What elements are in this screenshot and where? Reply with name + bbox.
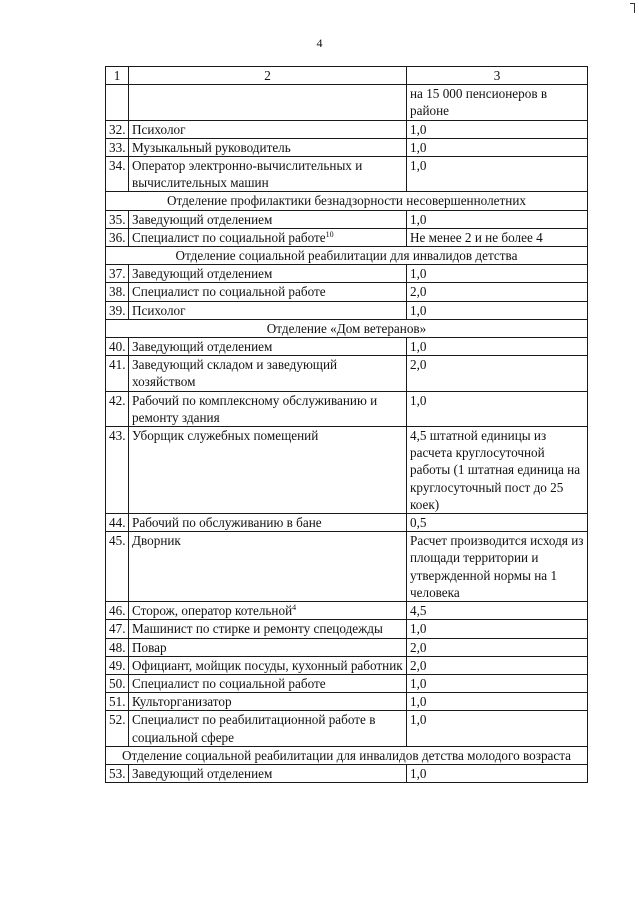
staff-units-value: 1,0 [407,620,588,638]
row-number: 48. [106,638,129,656]
table-row [106,157,588,192]
page-number: 4 [316,36,323,50]
position-name [129,120,407,138]
row-number: 46. [106,602,129,620]
position-name-text: Сторож, оператор котельной [132,603,293,619]
staff-units-value: 2,0 [407,356,588,391]
row-number: 37. [106,265,129,283]
row-number: 34. [106,157,129,192]
table-row [106,138,588,156]
position-name-text: Заведующий складом и заведующий хозяйством [132,357,338,390]
table-row [106,265,588,283]
staff-units-value: 2,0 [407,656,588,674]
position-name-text: Оператор электронно-вычислительных и вычислительных машин [132,158,363,191]
row-number: 40. [106,338,129,356]
position-name [129,532,407,602]
position-name [129,356,407,391]
table-body [106,67,588,783]
table-row [106,391,588,426]
position-name [129,674,407,692]
position-name-text: Дворник [132,533,181,549]
row-number [106,85,129,120]
row-number: 35. [106,210,129,228]
row-number: 39. [106,301,129,319]
table-row [106,120,588,138]
header-col-2: 2 [129,67,407,85]
position-name-text: Специалист по социальной работе [132,284,326,300]
position-name-text: Культорганизатор [132,694,232,710]
position-name [129,427,407,514]
position-name-text: Заведующий отделением [132,266,273,282]
position-name [129,210,407,228]
table-row [106,210,588,228]
staff-units-value: Расчет производится исходя из площади территории и утвержденной нормы на 1 человека [407,532,588,602]
position-name [129,265,407,283]
header-col-3: 3 [407,67,588,85]
row-number: 51. [106,693,129,711]
section-row [106,746,588,764]
staff-schedule-table [105,66,588,783]
row-number: 49. [106,656,129,674]
position-name-text: Официант, мойщик посуды, кухонный работник [132,657,403,673]
staff-units-value: 4,5 штатной единицы из расчета круглосуточной работы (1 штатная единица на круглосуточный пост до 25 коек) [407,427,588,514]
position-name [129,656,407,674]
table-row [106,283,588,301]
table-row [106,674,588,692]
row-number: 36. [106,228,129,246]
section-row [106,247,588,265]
staff-units-value: 1,0 [407,265,588,283]
header-col-1: 1 [106,67,129,85]
section-title: Отделение профилактики безнадзорности несовершеннолетних [106,192,588,210]
section-row [106,192,588,210]
position-name [129,138,407,156]
position-name [129,602,407,620]
footnote-ref: 10 [325,229,334,239]
scan-corner-mark [630,3,635,13]
row-number: 52. [106,711,129,746]
table-row [106,638,588,656]
table-row [106,228,588,246]
position-name-text: Заведующий отделением [132,211,273,227]
table-row [106,301,588,319]
row-number: 41. [106,356,129,391]
row-number: 53. [106,764,129,782]
position-name-text: Уборщик служебных помещений [132,428,319,444]
position-name-text: Машинист по стирке и ремонту спецодежды [132,621,383,637]
position-name [129,301,407,319]
staff-units-value: 1,0 [407,711,588,746]
position-name [129,638,407,656]
table-row [106,85,588,120]
position-name [129,85,407,120]
position-name [129,338,407,356]
staff-units-value: 1,0 [407,157,588,192]
row-number: 33. [106,138,129,156]
table-row [106,711,588,746]
staff-units-value: 1,0 [407,764,588,782]
staff-units-value: на 15 000 пенсионеров в районе [407,85,588,120]
position-name-text: Рабочий по комплексному обслуживанию и ремонту здания [132,392,378,425]
staff-units-value: 4,5 [407,602,588,620]
staff-units-value: 1,0 [407,674,588,692]
position-name [129,228,407,246]
staff-units-value: 1,0 [407,210,588,228]
position-name-text: Музыкальный руководитель [132,139,291,155]
staff-units-value: 1,0 [407,693,588,711]
staff-units-value: 0,5 [407,514,588,532]
position-name [129,283,407,301]
position-name-text: Специалист по реабилитационной работе в социальной сфере [132,712,376,745]
section-title: Отделение социальной реабилитации для инвалидов детства [106,247,588,265]
staff-units-value: 1,0 [407,120,588,138]
staff-units-value: 1,0 [407,138,588,156]
row-number: 47. [106,620,129,638]
position-name-text: Психолог [132,121,186,137]
table-row [106,620,588,638]
table-row [106,356,588,391]
position-name [129,391,407,426]
position-name-text: Психолог [132,302,186,318]
position-name-text: Специалист по социальной работе [132,229,326,245]
table-row [106,532,588,602]
table-row [106,427,588,514]
table-header-row [106,67,588,85]
position-name-text: Повар [132,639,167,655]
staff-units-value: Не менее 2 и не более 4 [407,228,588,246]
position-name [129,514,407,532]
position-name [129,711,407,746]
row-number: 44. [106,514,129,532]
staff-units-value: 2,0 [407,638,588,656]
position-name-text: Заведующий отделением [132,339,273,355]
footnote-ref: 4 [292,603,297,613]
position-name [129,620,407,638]
table-row [106,764,588,782]
section-row [106,319,588,337]
table-row [106,338,588,356]
row-number: 45. [106,532,129,602]
position-name-text: Специалист по социальной работе [132,675,326,691]
section-title: Отделение «Дом ветеранов» [106,319,588,337]
staff-units-value: 1,0 [407,391,588,426]
table-row [106,693,588,711]
position-name [129,157,407,192]
staff-units-value: 2,0 [407,283,588,301]
row-number: 50. [106,674,129,692]
row-number: 32. [106,120,129,138]
table-row [106,602,588,620]
position-name-text: Заведующий отделением [132,765,273,781]
table-row [106,656,588,674]
row-number: 43. [106,427,129,514]
staff-units-value: 1,0 [407,338,588,356]
section-title: Отделение социальной реабилитации для инвалидов детства молодого возраста [106,746,588,764]
table-row [106,514,588,532]
row-number: 42. [106,391,129,426]
row-number: 38. [106,283,129,301]
position-name [129,693,407,711]
position-name-text: Рабочий по обслуживанию в бане [132,515,322,531]
position-name [129,764,407,782]
staff-units-value: 1,0 [407,301,588,319]
